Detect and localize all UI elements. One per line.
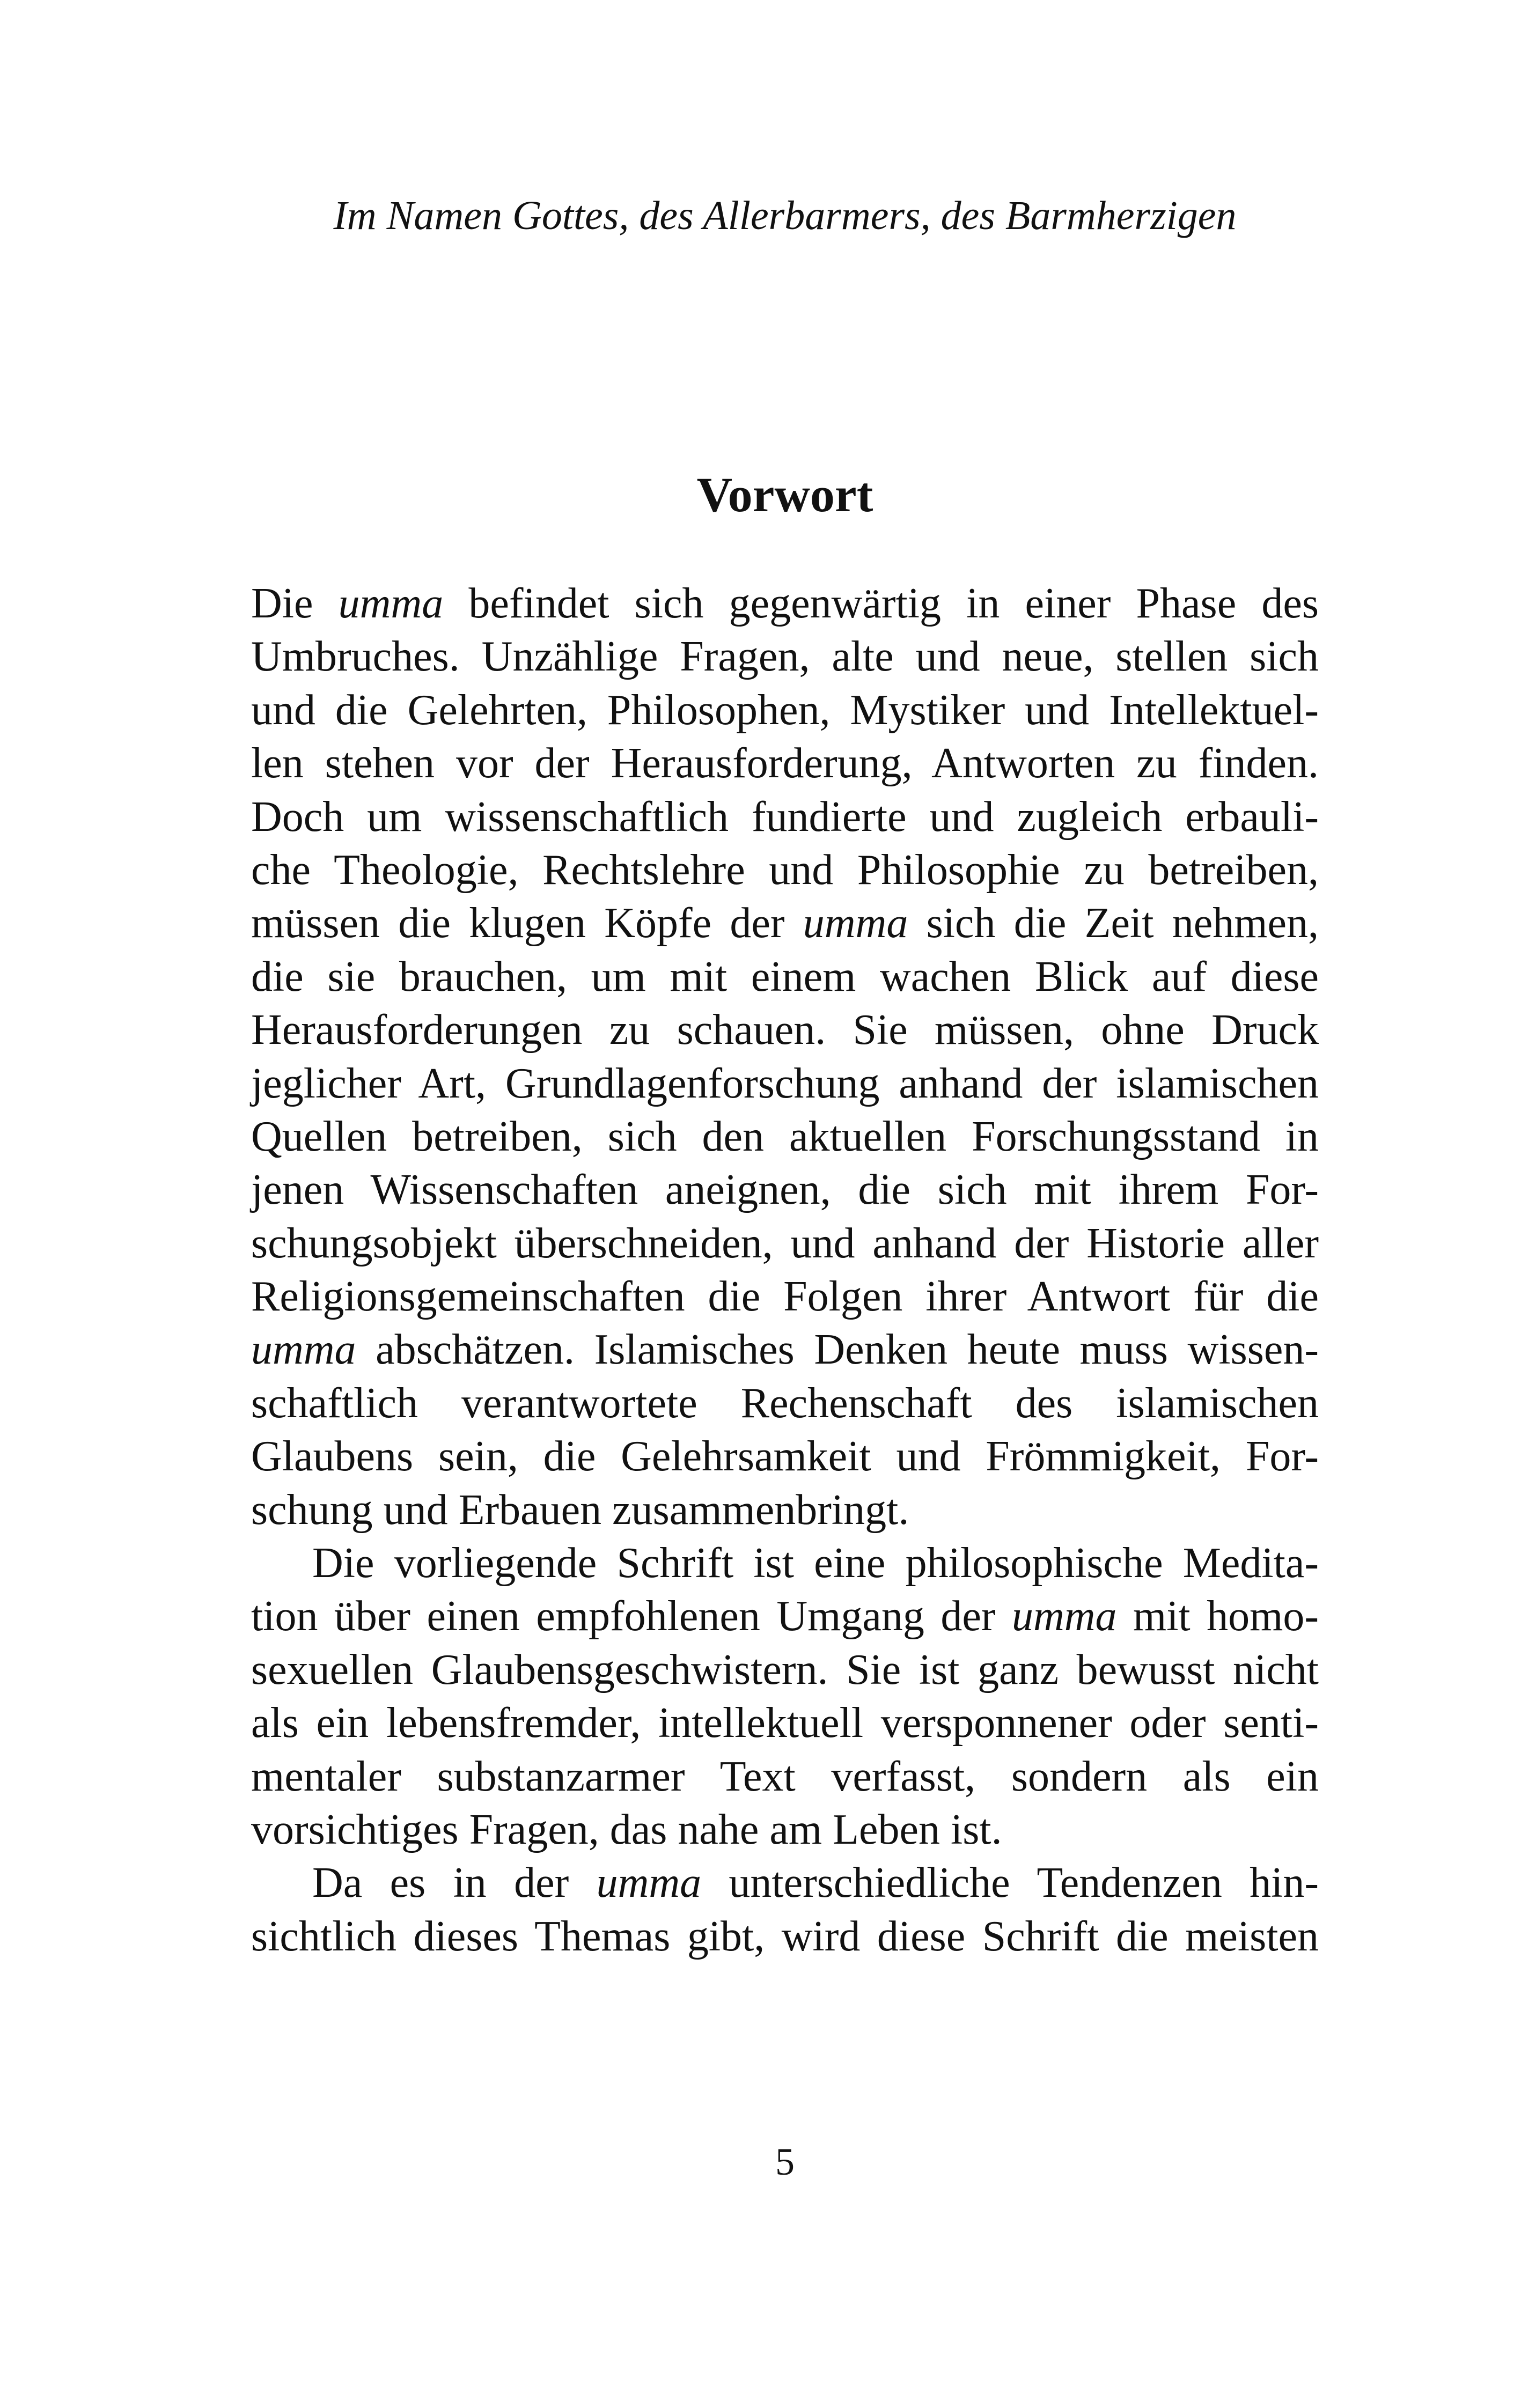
page-number: 5 — [775, 2140, 795, 2183]
text-run: unterschiedliche Tendenzen hin- — [701, 1859, 1319, 1907]
text-line — [251, 1484, 1319, 1537]
text-line — [251, 1323, 1319, 1376]
text-line — [251, 737, 1319, 790]
text-line — [251, 1377, 1319, 1430]
text-line — [251, 1803, 1319, 1857]
text-run: Religionsgemeinschaften die Folgen ihrer Antwort für die — [251, 1273, 1319, 1321]
text-line — [251, 577, 1319, 630]
text-line — [251, 1697, 1319, 1750]
paragraph — [251, 1857, 1319, 1963]
text-run: schungsobjekt überschneiden, und anhand der Historie aller — [251, 1219, 1319, 1267]
text-line — [251, 1750, 1319, 1803]
text-run: schung und Erbauen zusammenbringt. — [251, 1486, 909, 1534]
text-line — [251, 630, 1319, 683]
text-run: schaftlich verantwortete Rechenschaft des islamischen — [251, 1379, 1319, 1427]
text-run: mentaler substanzarmer Text verfasst, sondern als ein — [251, 1752, 1319, 1800]
text-line — [251, 1537, 1319, 1590]
text-line — [251, 1644, 1319, 1697]
text-line — [251, 1910, 1319, 1963]
text-run: mit homo- — [1116, 1593, 1319, 1640]
text-line — [251, 951, 1319, 1004]
text-line — [251, 1590, 1319, 1643]
text-run: jeglicher Art, Grundlagenforschung anhand der islamischen — [251, 1059, 1319, 1107]
text-run: sichtlich dieses Themas gibt, wird diese Schrift die meisten — [251, 1912, 1319, 1960]
italic-term: umma — [251, 1326, 356, 1374]
text-run: Die vorliegende Schrift ist eine philosophische Medita- — [312, 1540, 1319, 1587]
italic-term: umma — [338, 580, 444, 627]
paragraph — [251, 577, 1319, 1537]
text-line — [251, 897, 1319, 950]
text-run: Glaubens sein, die Gelehrsamkeit und Frömmigkeit, For- — [251, 1433, 1319, 1481]
text-run: vorsichtiges Fragen, das nahe am Leben ist. — [251, 1806, 1002, 1853]
text-line — [251, 844, 1319, 897]
text-run: Quellen betreiben, sich den aktuellen Forschungsstand in — [251, 1113, 1319, 1160]
italic-term: umma — [596, 1859, 702, 1907]
text-line — [251, 1270, 1319, 1323]
text-run: len stehen vor der Herausforderung, Antworten zu finden. — [251, 740, 1319, 787]
paragraph — [251, 1537, 1319, 1857]
text-run: sich die Zeit nehmen, — [908, 900, 1319, 947]
basmala-invocation: Im Namen Gottes, des Allerbarmers, des Barmherzigen — [333, 193, 1237, 238]
body-text — [251, 577, 1319, 1963]
text-line — [251, 684, 1319, 737]
text-line — [251, 1164, 1319, 1217]
text-line — [251, 1430, 1319, 1483]
text-run: sexuellen Glaubensgeschwistern. Sie ist ganz bewusst nicht — [251, 1646, 1319, 1693]
text-line — [251, 1110, 1319, 1164]
text-run: die sie brauchen, um mit einem wachen Blick auf diese — [251, 953, 1319, 1000]
italic-term: umma — [1011, 1593, 1117, 1640]
text-line — [251, 1857, 1319, 1910]
text-run: Umbruches. Unzählige Fragen, alte und neue, stellen sich — [251, 633, 1319, 681]
text-run: jenen Wissenschaften aneignen, die sich mit ihrem For- — [251, 1166, 1319, 1214]
text-run: Doch um wissenschaftlich fundierte und zugleich erbauli- — [251, 793, 1319, 841]
text-line — [251, 791, 1319, 844]
text-run: Da es in der — [312, 1859, 597, 1907]
text-run: und die Gelehrten, Philosophen, Mystiker und Intellektuel- — [251, 686, 1319, 734]
text-run: als ein lebensfremder, intellektuell versponnener oder senti- — [251, 1699, 1319, 1747]
text-run: che Theologie, Rechtslehre und Philosophie zu betreiben, — [251, 846, 1319, 894]
text-line — [251, 1217, 1319, 1270]
text-line — [251, 1057, 1319, 1110]
text-run: Die — [251, 580, 339, 627]
text-run: Herausforderungen zu schauen. Sie müssen, ohne Druck — [251, 1006, 1319, 1054]
chapter-title: Vorwort — [696, 467, 873, 522]
text-run: müssen die klugen Köpfe der — [251, 900, 803, 947]
italic-term: umma — [803, 900, 908, 947]
text-run: tion über einen empfohlenen Umgang der — [251, 1593, 1012, 1640]
text-run: abschätzen. Islamisches Denken heute muss wissen- — [356, 1326, 1319, 1374]
text-line — [251, 1004, 1319, 1057]
text-run: befindet sich gegenwärtig in einer Phase des — [443, 580, 1319, 627]
